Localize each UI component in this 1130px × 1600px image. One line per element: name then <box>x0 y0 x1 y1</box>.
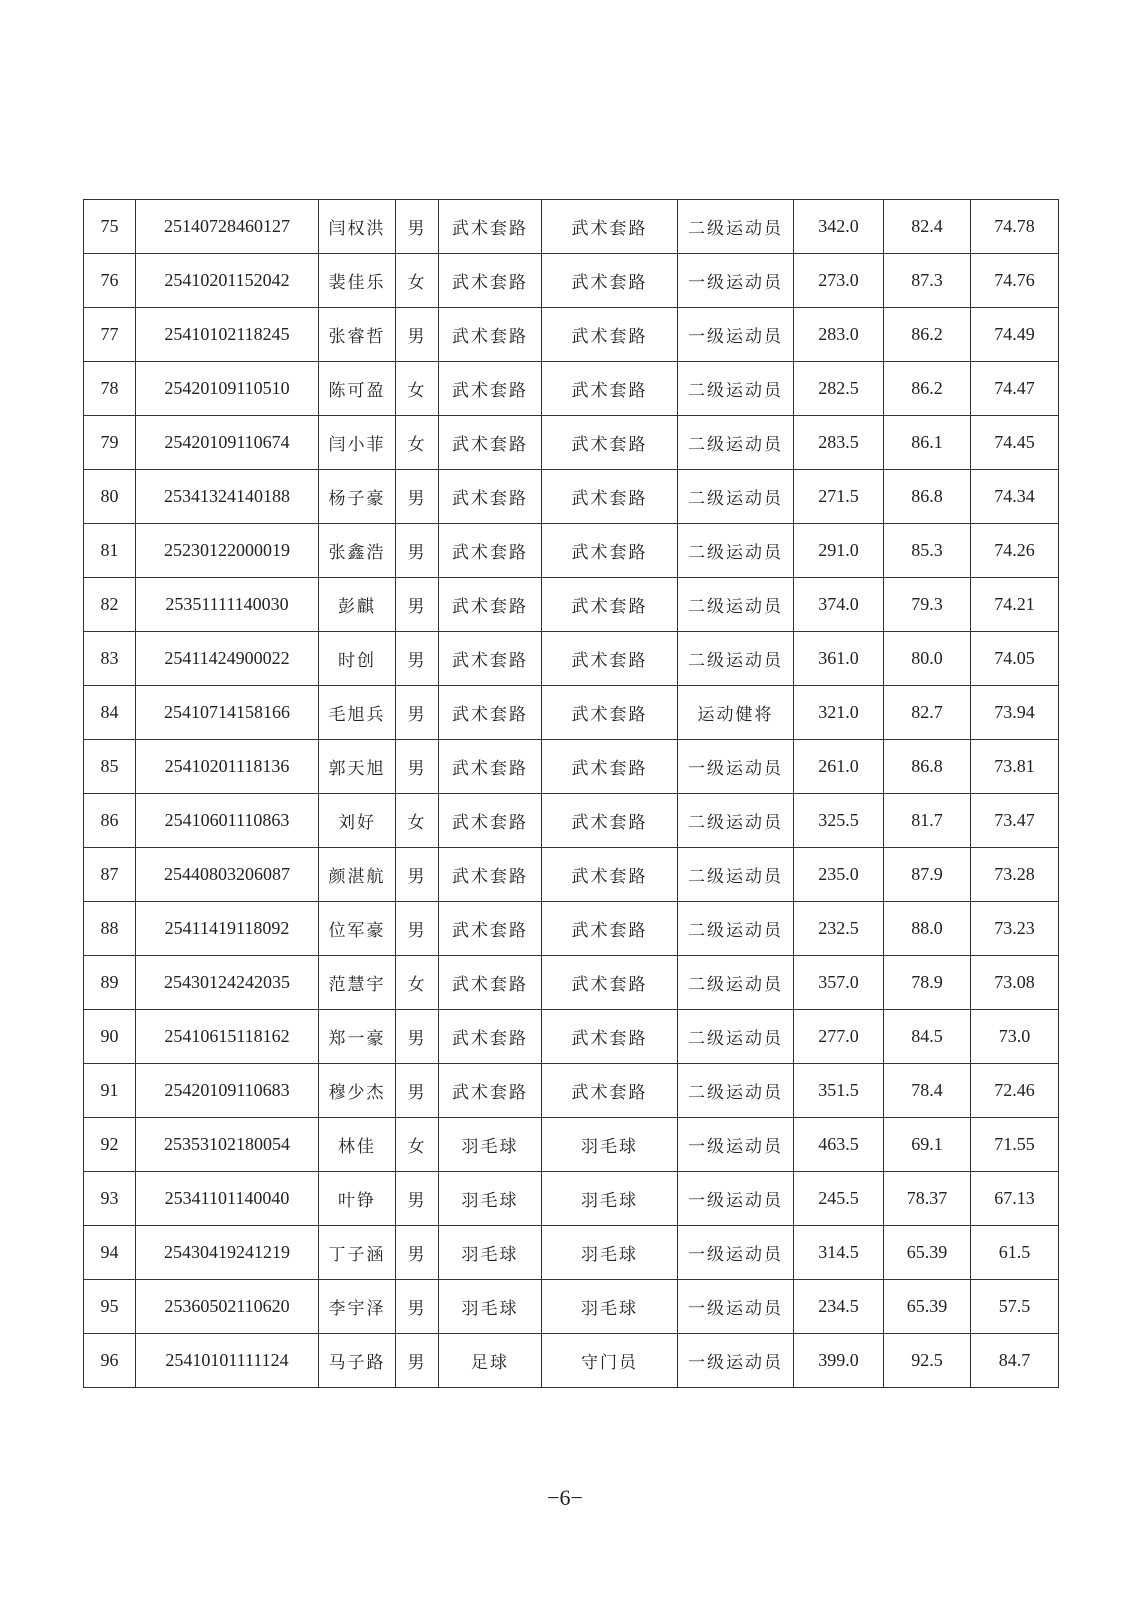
cell-event: 武术套路 <box>542 740 678 794</box>
cell-level: 一级运动员 <box>678 1172 794 1226</box>
cell-score-1: 342.0 <box>794 200 884 254</box>
cell-event: 武术套路 <box>542 362 678 416</box>
cell-name: 叶铮 <box>319 1172 396 1226</box>
cell-sport: 武术套路 <box>439 686 542 740</box>
table-row <box>84 308 1059 362</box>
cell-gender: 男 <box>396 1226 439 1280</box>
cell-sport: 武术套路 <box>439 902 542 956</box>
cell-event: 武术套路 <box>542 470 678 524</box>
cell-score-1: 291.0 <box>794 524 884 578</box>
cell-no: 92 <box>84 1118 136 1172</box>
cell-sport: 羽毛球 <box>439 1118 542 1172</box>
cell-total: 61.5 <box>971 1226 1059 1280</box>
cell-score-2: 78.37 <box>884 1172 971 1226</box>
cell-score-2: 85.3 <box>884 524 971 578</box>
cell-name: 杨子豪 <box>319 470 396 524</box>
cell-score-2: 86.8 <box>884 470 971 524</box>
cell-score-1: 314.5 <box>794 1226 884 1280</box>
cell-gender: 女 <box>396 254 439 308</box>
cell-exam-id: 25353102180054 <box>136 1118 319 1172</box>
cell-score-2: 82.7 <box>884 686 971 740</box>
table-row <box>84 902 1059 956</box>
cell-no: 96 <box>84 1334 136 1388</box>
cell-no: 94 <box>84 1226 136 1280</box>
cell-event: 羽毛球 <box>542 1172 678 1226</box>
cell-sport: 武术套路 <box>439 632 542 686</box>
cell-gender: 女 <box>396 362 439 416</box>
cell-score-2: 80.0 <box>884 632 971 686</box>
cell-no: 88 <box>84 902 136 956</box>
cell-level: 二级运动员 <box>678 470 794 524</box>
cell-total: 74.21 <box>971 578 1059 632</box>
cell-sport: 武术套路 <box>439 308 542 362</box>
cell-exam-id: 25420109110683 <box>136 1064 319 1118</box>
cell-score-1: 234.5 <box>794 1280 884 1334</box>
cell-no: 87 <box>84 848 136 902</box>
cell-total: 74.26 <box>971 524 1059 578</box>
cell-score-2: 86.1 <box>884 416 971 470</box>
cell-level: 二级运动员 <box>678 794 794 848</box>
cell-exam-id: 25410102118245 <box>136 308 319 362</box>
cell-sport: 武术套路 <box>439 254 542 308</box>
cell-total: 74.45 <box>971 416 1059 470</box>
cell-level: 一级运动员 <box>678 1280 794 1334</box>
cell-total: 73.08 <box>971 956 1059 1010</box>
cell-event: 武术套路 <box>542 416 678 470</box>
cell-no: 90 <box>84 1010 136 1064</box>
cell-gender: 女 <box>396 416 439 470</box>
table-row <box>84 794 1059 848</box>
cell-gender: 男 <box>396 1334 439 1388</box>
cell-event: 武术套路 <box>542 902 678 956</box>
cell-sport: 羽毛球 <box>439 1172 542 1226</box>
cell-gender: 男 <box>396 1010 439 1064</box>
table-row <box>84 1118 1059 1172</box>
cell-total: 74.34 <box>971 470 1059 524</box>
cell-level: 一级运动员 <box>678 740 794 794</box>
cell-exam-id: 25420109110510 <box>136 362 319 416</box>
cell-level: 二级运动员 <box>678 1064 794 1118</box>
cell-event: 武术套路 <box>542 1010 678 1064</box>
cell-score-2: 88.0 <box>884 902 971 956</box>
cell-no: 79 <box>84 416 136 470</box>
cell-event: 羽毛球 <box>542 1226 678 1280</box>
cell-score-1: 235.0 <box>794 848 884 902</box>
cell-level: 一级运动员 <box>678 1118 794 1172</box>
cell-score-2: 82.4 <box>884 200 971 254</box>
cell-event: 羽毛球 <box>542 1118 678 1172</box>
cell-gender: 女 <box>396 956 439 1010</box>
cell-sport: 武术套路 <box>439 1010 542 1064</box>
cell-sport: 武术套路 <box>439 470 542 524</box>
cell-name: 陈可盈 <box>319 362 396 416</box>
cell-score-1: 245.5 <box>794 1172 884 1226</box>
cell-score-1: 283.0 <box>794 308 884 362</box>
cell-score-1: 282.5 <box>794 362 884 416</box>
cell-score-2: 86.2 <box>884 308 971 362</box>
cell-score-1: 271.5 <box>794 470 884 524</box>
cell-level: 一级运动员 <box>678 1226 794 1280</box>
cell-score-2: 78.4 <box>884 1064 971 1118</box>
cell-total: 74.47 <box>971 362 1059 416</box>
table-row <box>84 578 1059 632</box>
cell-exam-id: 25351111140030 <box>136 578 319 632</box>
table-row <box>84 524 1059 578</box>
cell-sport: 足球 <box>439 1334 542 1388</box>
page-number: −6− <box>547 1485 583 1510</box>
cell-exam-id: 25410201118136 <box>136 740 319 794</box>
cell-total: 73.47 <box>971 794 1059 848</box>
cell-no: 82 <box>84 578 136 632</box>
table-row <box>84 1280 1059 1334</box>
cell-score-2: 69.1 <box>884 1118 971 1172</box>
cell-gender: 男 <box>396 848 439 902</box>
cell-event: 武术套路 <box>542 308 678 362</box>
cell-exam-id: 25430124242035 <box>136 956 319 1010</box>
cell-total: 72.46 <box>971 1064 1059 1118</box>
cell-gender: 男 <box>396 200 439 254</box>
table-row <box>84 1226 1059 1280</box>
cell-event: 武术套路 <box>542 632 678 686</box>
cell-sport: 武术套路 <box>439 740 542 794</box>
cell-event: 武术套路 <box>542 524 678 578</box>
cell-score-2: 81.7 <box>884 794 971 848</box>
cell-score-2: 79.3 <box>884 578 971 632</box>
cell-name: 范慧宇 <box>319 956 396 1010</box>
cell-score-1: 232.5 <box>794 902 884 956</box>
cell-gender: 男 <box>396 308 439 362</box>
cell-score-1: 277.0 <box>794 1010 884 1064</box>
cell-no: 83 <box>84 632 136 686</box>
cell-total: 74.78 <box>971 200 1059 254</box>
table-row <box>84 632 1059 686</box>
cell-total: 73.94 <box>971 686 1059 740</box>
cell-no: 81 <box>84 524 136 578</box>
cell-score-1: 351.5 <box>794 1064 884 1118</box>
cell-sport: 羽毛球 <box>439 1280 542 1334</box>
cell-exam-id: 25410201152042 <box>136 254 319 308</box>
cell-level: 二级运动员 <box>678 416 794 470</box>
cell-no: 95 <box>84 1280 136 1334</box>
cell-score-1: 321.0 <box>794 686 884 740</box>
cell-gender: 女 <box>396 1118 439 1172</box>
cell-name: 丁子涵 <box>319 1226 396 1280</box>
cell-sport: 武术套路 <box>439 524 542 578</box>
cell-name: 闫权洪 <box>319 200 396 254</box>
cell-no: 91 <box>84 1064 136 1118</box>
cell-sport: 武术套路 <box>439 362 542 416</box>
cell-gender: 男 <box>396 1280 439 1334</box>
cell-score-2: 86.2 <box>884 362 971 416</box>
table-row <box>84 848 1059 902</box>
cell-score-2: 78.9 <box>884 956 971 1010</box>
cell-no: 77 <box>84 308 136 362</box>
cell-level: 二级运动员 <box>678 848 794 902</box>
table-row <box>84 1064 1059 1118</box>
cell-score-2: 87.3 <box>884 254 971 308</box>
cell-name: 马子路 <box>319 1334 396 1388</box>
cell-event: 武术套路 <box>542 1064 678 1118</box>
cell-exam-id: 25410615118162 <box>136 1010 319 1064</box>
cell-no: 84 <box>84 686 136 740</box>
table-row <box>84 740 1059 794</box>
table-row <box>84 956 1059 1010</box>
cell-exam-id: 25430419241219 <box>136 1226 319 1280</box>
table-row <box>84 200 1059 254</box>
cell-exam-id: 25420109110674 <box>136 416 319 470</box>
cell-gender: 男 <box>396 1172 439 1226</box>
cell-sport: 武术套路 <box>439 956 542 1010</box>
cell-event: 武术套路 <box>542 686 678 740</box>
cell-level: 二级运动员 <box>678 902 794 956</box>
cell-gender: 女 <box>396 794 439 848</box>
cell-no: 93 <box>84 1172 136 1226</box>
cell-gender: 男 <box>396 524 439 578</box>
cell-score-1: 361.0 <box>794 632 884 686</box>
cell-score-2: 84.5 <box>884 1010 971 1064</box>
cell-event: 武术套路 <box>542 956 678 1010</box>
cell-no: 85 <box>84 740 136 794</box>
cell-name: 位军豪 <box>319 902 396 956</box>
cell-total: 71.55 <box>971 1118 1059 1172</box>
cell-sport: 羽毛球 <box>439 1226 542 1280</box>
cell-name: 林佳 <box>319 1118 396 1172</box>
cell-score-1: 261.0 <box>794 740 884 794</box>
cell-sport: 武术套路 <box>439 848 542 902</box>
cell-exam-id: 25341101140040 <box>136 1172 319 1226</box>
cell-sport: 武术套路 <box>439 416 542 470</box>
cell-level: 运动健将 <box>678 686 794 740</box>
cell-gender: 男 <box>396 632 439 686</box>
cell-sport: 武术套路 <box>439 794 542 848</box>
cell-no: 89 <box>84 956 136 1010</box>
cell-name: 颜湛航 <box>319 848 396 902</box>
cell-event: 武术套路 <box>542 848 678 902</box>
cell-no: 78 <box>84 362 136 416</box>
cell-name: 时创 <box>319 632 396 686</box>
cell-total: 73.28 <box>971 848 1059 902</box>
cell-name: 李宇泽 <box>319 1280 396 1334</box>
cell-name: 彭麒 <box>319 578 396 632</box>
cell-name: 张睿哲 <box>319 308 396 362</box>
table-row <box>84 416 1059 470</box>
cell-event: 武术套路 <box>542 578 678 632</box>
cell-name: 闫小菲 <box>319 416 396 470</box>
cell-exam-id: 25410714158166 <box>136 686 319 740</box>
cell-event: 武术套路 <box>542 254 678 308</box>
cell-score-1: 463.5 <box>794 1118 884 1172</box>
cell-score-2: 86.8 <box>884 740 971 794</box>
cell-event: 守门员 <box>542 1334 678 1388</box>
table-row <box>84 470 1059 524</box>
cell-gender: 男 <box>396 578 439 632</box>
cell-score-1: 357.0 <box>794 956 884 1010</box>
cell-level: 二级运动员 <box>678 578 794 632</box>
table-row <box>84 1010 1059 1064</box>
cell-name: 刘好 <box>319 794 396 848</box>
cell-total: 73.0 <box>971 1010 1059 1064</box>
cell-no: 86 <box>84 794 136 848</box>
cell-score-2: 87.9 <box>884 848 971 902</box>
cell-total: 57.5 <box>971 1280 1059 1334</box>
cell-exam-id: 25411424900022 <box>136 632 319 686</box>
cell-total: 84.7 <box>971 1334 1059 1388</box>
cell-name: 毛旭兵 <box>319 686 396 740</box>
cell-level: 二级运动员 <box>678 524 794 578</box>
results-table <box>83 199 1059 1388</box>
table-row <box>84 1172 1059 1226</box>
cell-total: 74.49 <box>971 308 1059 362</box>
cell-total: 74.76 <box>971 254 1059 308</box>
cell-score-2: 65.39 <box>884 1280 971 1334</box>
cell-level: 一级运动员 <box>678 308 794 362</box>
cell-exam-id: 25140728460127 <box>136 200 319 254</box>
cell-no: 80 <box>84 470 136 524</box>
cell-gender: 男 <box>396 740 439 794</box>
cell-exam-id: 25230122000019 <box>136 524 319 578</box>
cell-total: 74.05 <box>971 632 1059 686</box>
cell-exam-id: 25440803206087 <box>136 848 319 902</box>
cell-name: 裴佳乐 <box>319 254 396 308</box>
cell-level: 二级运动员 <box>678 632 794 686</box>
table-row <box>84 254 1059 308</box>
cell-score-1: 399.0 <box>794 1334 884 1388</box>
cell-level: 二级运动员 <box>678 362 794 416</box>
cell-no: 76 <box>84 254 136 308</box>
cell-exam-id: 25410101111124 <box>136 1334 319 1388</box>
cell-score-1: 374.0 <box>794 578 884 632</box>
cell-score-1: 325.5 <box>794 794 884 848</box>
cell-name: 郑一豪 <box>319 1010 396 1064</box>
cell-gender: 男 <box>396 686 439 740</box>
cell-event: 羽毛球 <box>542 1280 678 1334</box>
cell-sport: 武术套路 <box>439 578 542 632</box>
cell-event: 武术套路 <box>542 794 678 848</box>
cell-no: 75 <box>84 200 136 254</box>
cell-total: 73.23 <box>971 902 1059 956</box>
table-row <box>84 362 1059 416</box>
cell-level: 二级运动员 <box>678 200 794 254</box>
cell-gender: 男 <box>396 470 439 524</box>
cell-gender: 男 <box>396 902 439 956</box>
cell-sport: 武术套路 <box>439 200 542 254</box>
table-row <box>84 1334 1059 1388</box>
cell-level: 二级运动员 <box>678 1010 794 1064</box>
cell-exam-id: 25411419118092 <box>136 902 319 956</box>
cell-score-2: 92.5 <box>884 1334 971 1388</box>
cell-total: 73.81 <box>971 740 1059 794</box>
cell-sport: 武术套路 <box>439 1064 542 1118</box>
cell-score-2: 65.39 <box>884 1226 971 1280</box>
cell-total: 67.13 <box>971 1172 1059 1226</box>
cell-score-1: 283.5 <box>794 416 884 470</box>
cell-event: 武术套路 <box>542 200 678 254</box>
cell-name: 张鑫浩 <box>319 524 396 578</box>
cell-exam-id: 25410601110863 <box>136 794 319 848</box>
cell-exam-id: 25360502110620 <box>136 1280 319 1334</box>
cell-level: 一级运动员 <box>678 1334 794 1388</box>
table-row <box>84 686 1059 740</box>
cell-score-1: 273.0 <box>794 254 884 308</box>
cell-level: 二级运动员 <box>678 956 794 1010</box>
table-body <box>84 200 1059 1388</box>
cell-name: 郭天旭 <box>319 740 396 794</box>
cell-name: 穆少杰 <box>319 1064 396 1118</box>
cell-exam-id: 25341324140188 <box>136 470 319 524</box>
cell-level: 一级运动员 <box>678 254 794 308</box>
cell-gender: 男 <box>396 1064 439 1118</box>
